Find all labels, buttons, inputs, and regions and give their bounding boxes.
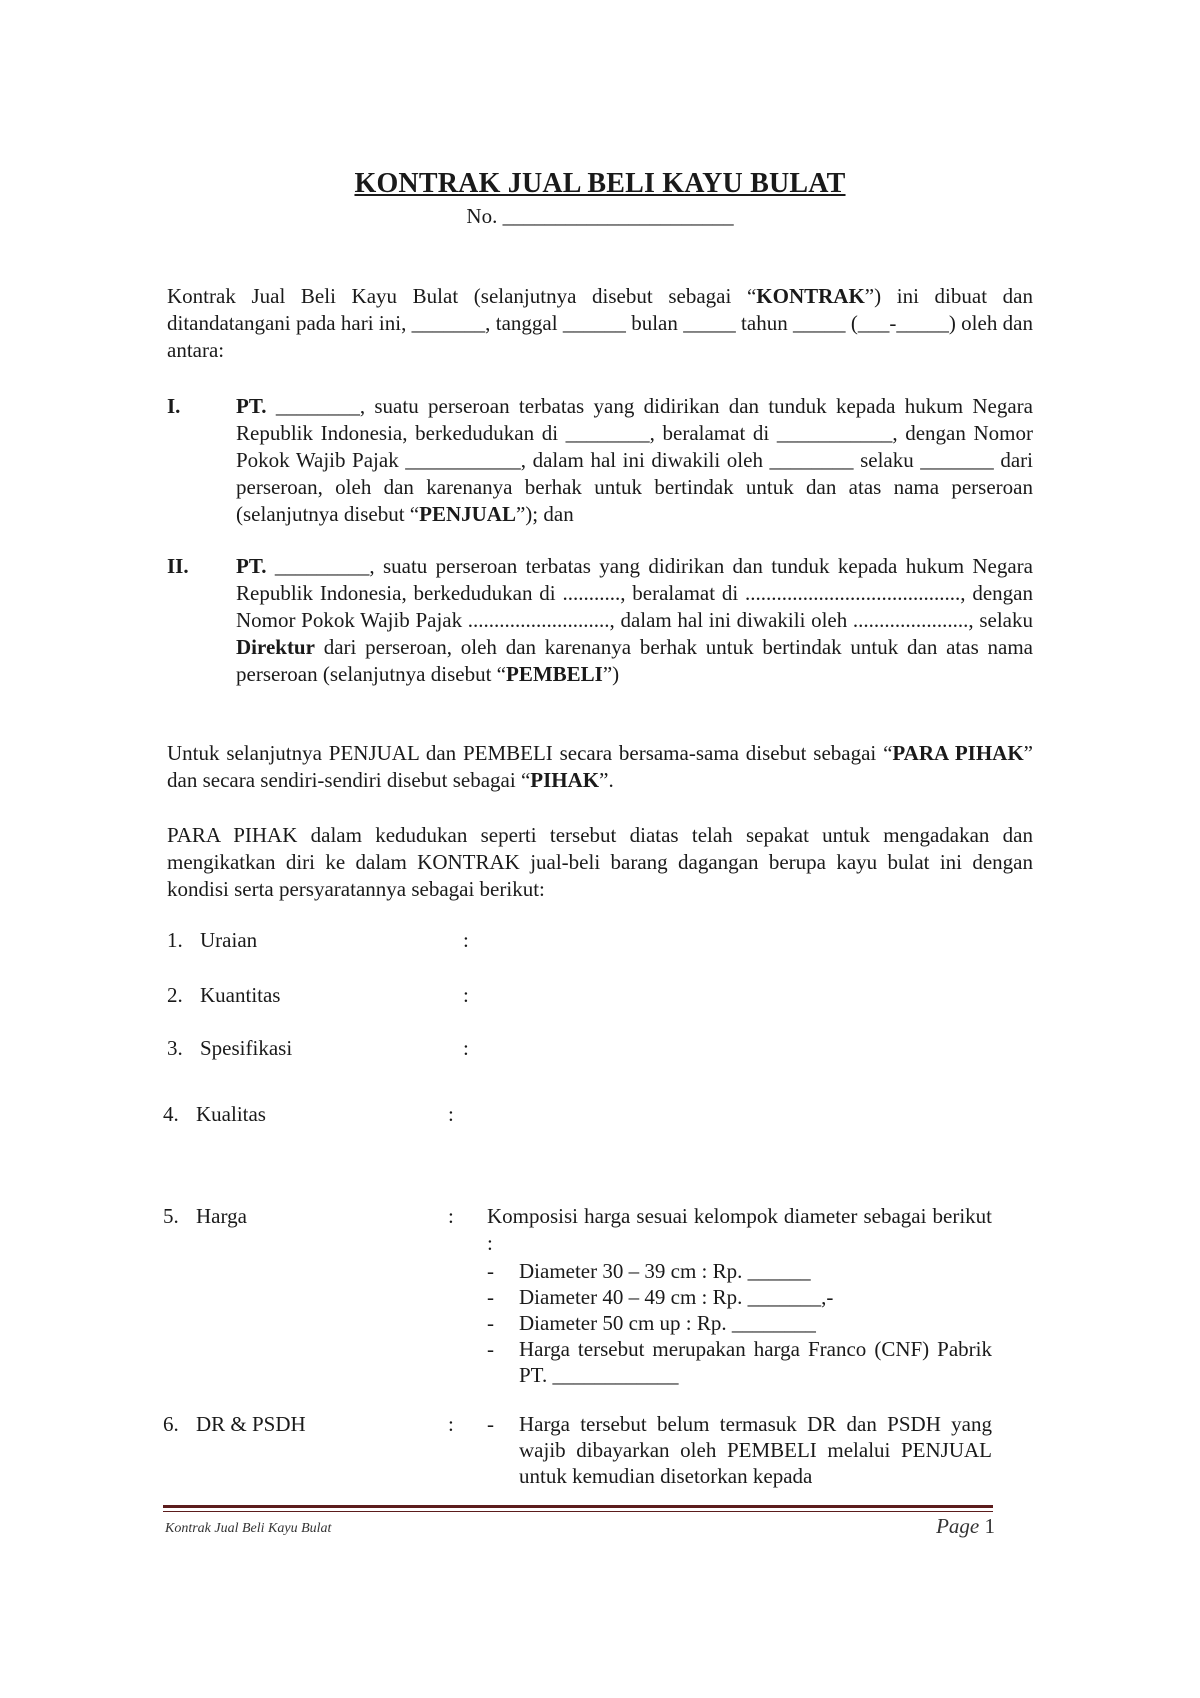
bullet-dash: - <box>487 1285 494 1309</box>
contract-number-line: No. ______________________ <box>466 204 734 228</box>
bullet-dash: - <box>487 1259 494 1283</box>
party-1-penjual-term: PENJUAL <box>419 502 516 526</box>
harga-item-3: Diameter 50 cm up : Rp. ________ <box>519 1311 816 1335</box>
party-1-pt: PT. <box>236 394 267 418</box>
party-2-pembeli-term: PEMBELI <box>506 662 603 686</box>
intro-text-end: ”) ini dibuat dan ditandatangani pada hari ini, _______, tanggal ______ bulan _____ tahun _____ (___-_____) oleh dan antara: <box>167 284 1033 362</box>
party-1-paragraph <box>236 393 1033 528</box>
clause-4-number: 4. <box>163 1102 179 1126</box>
footer-page-digit: 1 <box>984 1514 995 1538</box>
clause-1-label: Uraian <box>200 928 258 952</box>
para-pihak-paragraph <box>167 740 1033 794</box>
intro-paragraph <box>167 283 1033 364</box>
list-item <box>487 1258 992 1284</box>
intro-text-start: Kontrak Jual Beli Kayu Bulat (selanjutnya disebut sebagai “ <box>167 284 757 308</box>
clause-6-label: DR & PSDH <box>196 1412 306 1436</box>
harga-intro: Komposisi harga sesuai kelompok diameter sebagai berikut : <box>487 1204 992 1255</box>
clause-3-label: Spesifikasi <box>200 1036 293 1060</box>
party-2-pt: PT. <box>236 554 267 578</box>
party-2-text-b: dari perseroan, oleh dan karenanya berhak untuk bertindak untuk dan atas nama perseroan (selanjutnya disebut “ <box>236 635 1033 686</box>
clause-3-number: 3. <box>167 1036 183 1060</box>
bullet-dash: - <box>487 1412 494 1436</box>
document-title: KONTRAK JUAL BELI KAYU BULAT <box>354 168 846 199</box>
party-2-text-c: ”) <box>602 662 620 686</box>
list-item <box>487 1284 992 1310</box>
footer-page-word: Page <box>936 1514 980 1538</box>
list-item <box>487 1310 992 1336</box>
list-item <box>487 1411 992 1489</box>
pihak-term: PIHAK <box>530 768 600 792</box>
harga-item-2: Diameter 40 – 49 cm : Rp. _______,- <box>519 1285 834 1309</box>
list-item <box>487 1336 992 1388</box>
clause-6-colon: : <box>448 1412 454 1436</box>
para-pihak-text-a: Untuk selanjutnya PENJUAL dan PEMBELI secara bersama-sama disebut sebagai “ <box>167 741 893 765</box>
clause-2-number: 2. <box>167 983 183 1007</box>
party-2-text-a: _________, suatu perseroan terbatas yang didirikan dan tunduk kepada hukum Negara Republik Indonesia, berkedudukan di ..........., beralamat di ........................................., dengan Nomor Pokok Wajib Pajak ..........................., dalam hal ini diwakili oleh ......................, selaku <box>236 554 1033 632</box>
clause-6-number: 6. <box>163 1412 179 1436</box>
footer-document-name: Kontrak Jual Beli Kayu Bulat <box>165 1521 332 1536</box>
dr-psdh-list <box>487 1411 992 1489</box>
clause-2-colon: : <box>463 983 469 1007</box>
harga-item-1: Diameter 30 – 39 cm : Rp. ______ <box>519 1259 811 1283</box>
intro-kontrak-term: KONTRAK <box>756 284 865 308</box>
clause-5-label: Harga <box>196 1204 247 1228</box>
dr-psdh-item-1: Harga tersebut belum termasuk DR dan PSDH yang wajib dibayarkan oleh PEMBELI melalui PENJUAL untuk kemudian disetorkan kepada <box>519 1412 992 1488</box>
party-1-text-b: ”); dan <box>515 502 574 526</box>
clause-1-colon: : <box>463 928 469 952</box>
footer-rule-thin <box>163 1511 993 1512</box>
para-pihak-text-c: ”. <box>599 768 614 792</box>
clause-4-colon: : <box>448 1102 454 1126</box>
clause-3-colon: : <box>463 1036 469 1060</box>
footer-rule-thick <box>163 1505 993 1508</box>
clause-1-number: 1. <box>167 928 183 952</box>
footer-page-number <box>920 1514 995 1539</box>
para-pihak-text-b: ” dan secara sendiri-sendiri disebut sebagai “ <box>167 741 1033 792</box>
party-2-paragraph <box>236 553 1033 688</box>
harga-list <box>487 1258 992 1388</box>
clause-5-colon: : <box>448 1204 454 1228</box>
clause-4-label: Kualitas <box>196 1102 266 1126</box>
party-1-text-a: ________, suatu perseroan terbatas yang didirikan dan tunduk kepada hukum Negara Republik Indonesia, berkedudukan di ________, beralamat di ___________, dengan Nomor Pokok Wajib Pajak ___________, dalam hal ini diwakili oleh ________ selaku _______ dari perseroan, oleh dan karenanya berhak untuk bertindak untuk dan atas nama perseroan (selanjutnya disebut “ <box>236 394 1033 526</box>
party-2-direktur-term: Direktur <box>236 635 315 659</box>
party-2-numeral: II. <box>167 554 189 578</box>
bullet-dash: - <box>487 1311 494 1335</box>
clause-2-label: Kuantitas <box>200 983 281 1007</box>
clause-5-number: 5. <box>163 1204 179 1228</box>
bullet-dash: - <box>487 1337 494 1361</box>
party-1-numeral: I. <box>167 394 181 418</box>
harga-item-4: Harga tersebut merupakan harga Franco (CNF) Pabrik PT. ____________ <box>519 1337 992 1387</box>
agreement-paragraph: PARA PIHAK dalam kedudukan seperti tersebut diatas telah sepakat untuk mengadakan dan mengikatkan diri ke dalam KONTRAK jual-beli barang dagangan berupa kayu bulat ini dengan kondisi serta persyaratannya sebagai berikut: <box>167 823 1033 901</box>
para-pihak-term: PARA PIHAK <box>892 741 1024 765</box>
